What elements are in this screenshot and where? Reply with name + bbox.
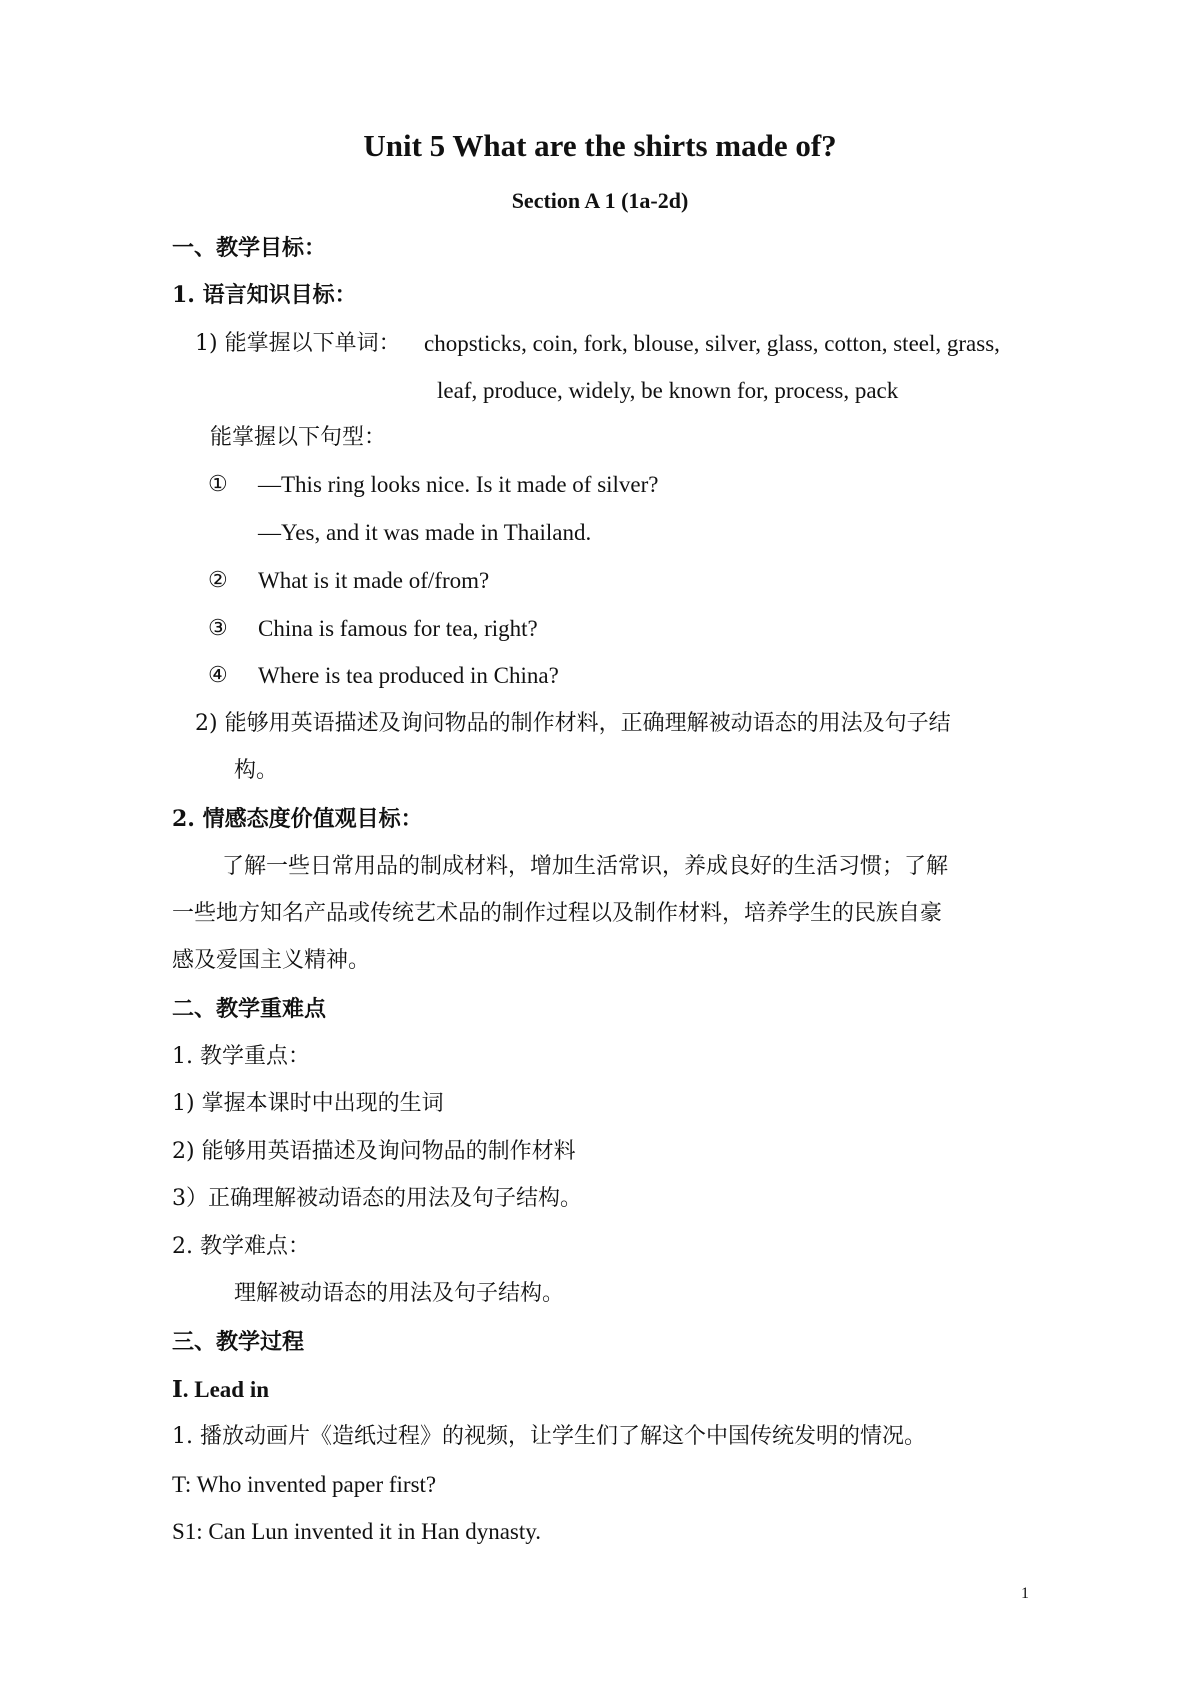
language-goal-item2-cont: 构。 (234, 758, 279, 783)
section-heading-key-points: 二、教学重难点 (172, 996, 327, 1022)
sentence-marker: ④ (208, 663, 228, 688)
language-goal-heading: 1. 语言知识目标： (172, 282, 357, 308)
vocab-words-line2: leaf, produce, widely, be known for, process, pack (437, 378, 899, 403)
section-heading-objectives: 一、教学目标： (172, 235, 327, 261)
key-point-item: 2) 能够用英语描述及询问物品的制作材料 (172, 1139, 576, 1164)
key-point-item: 3）正确理解被动语态的用法及句子结构。 (172, 1186, 582, 1211)
page-number: 1 (1021, 1585, 1029, 1602)
difficult-point-text: 理解被动语态的用法及句子结构。 (234, 1281, 565, 1306)
lead-in-heading: Ⅰ. Lead in (172, 1377, 270, 1402)
sentence-marker: ① (208, 472, 228, 497)
dialogue-line: S1: Can Lun invented it in Han dynasty. (172, 1519, 542, 1544)
attitude-paragraph-line: 一些地方知名产品或传统艺术品的制作过程以及制作材料，培养学生的民族自豪 (172, 901, 943, 926)
sentence-text: China is famous for tea, right? (258, 616, 538, 641)
key-point-item: 1) 掌握本课时中出现的生词 (172, 1091, 444, 1116)
sentence-marker: ③ (208, 616, 228, 641)
section-heading-process: 三、教学过程 (172, 1329, 305, 1355)
language-goal-item2: 2) 能够用英语描述及询问物品的制作材料，正确理解被动语态的用法及句子结 (195, 711, 951, 736)
sentence-text: —Yes, and it was made in Thailand. (258, 520, 592, 545)
page-title: Unit 5 What are the shirts made of? (363, 128, 837, 163)
difficult-points-heading: 2. 教学难点： (172, 1234, 310, 1259)
sentence-text: What is it made of/from? (258, 568, 490, 593)
sentence-marker: ② (208, 568, 228, 593)
page-subtitle: Section A 1 (1a-2d) (511, 188, 689, 213)
lead-in-step: 1. 播放动画片《造纸过程》的视频，让学生们了解这个中国传统发明的情况。 (172, 1424, 926, 1449)
key-points-heading: 1. 教学重点： (172, 1044, 310, 1069)
attitude-paragraph-line: 感及爱国主义精神。 (172, 948, 371, 973)
attitude-goal-heading: 2. 情感态度价值观目标： (172, 806, 423, 832)
dialogue-line: T: Who invented paper first? (172, 1472, 437, 1497)
vocab-words-line1: chopsticks, coin, fork, blouse, silver, glass, cotton, steel, grass, (424, 331, 1000, 356)
vocab-label: 1) 能掌握以下单词： (195, 331, 401, 356)
sentence-text: —This ring looks nice. Is it made of silver? (258, 472, 659, 497)
sentence-pattern-intro: 能掌握以下句型： (210, 425, 387, 450)
attitude-paragraph-line: 了解一些日常用品的制成材料，增加生活常识，养成良好的生活习惯；了解 (222, 854, 949, 879)
sentence-text: Where is tea produced in China? (258, 663, 559, 688)
